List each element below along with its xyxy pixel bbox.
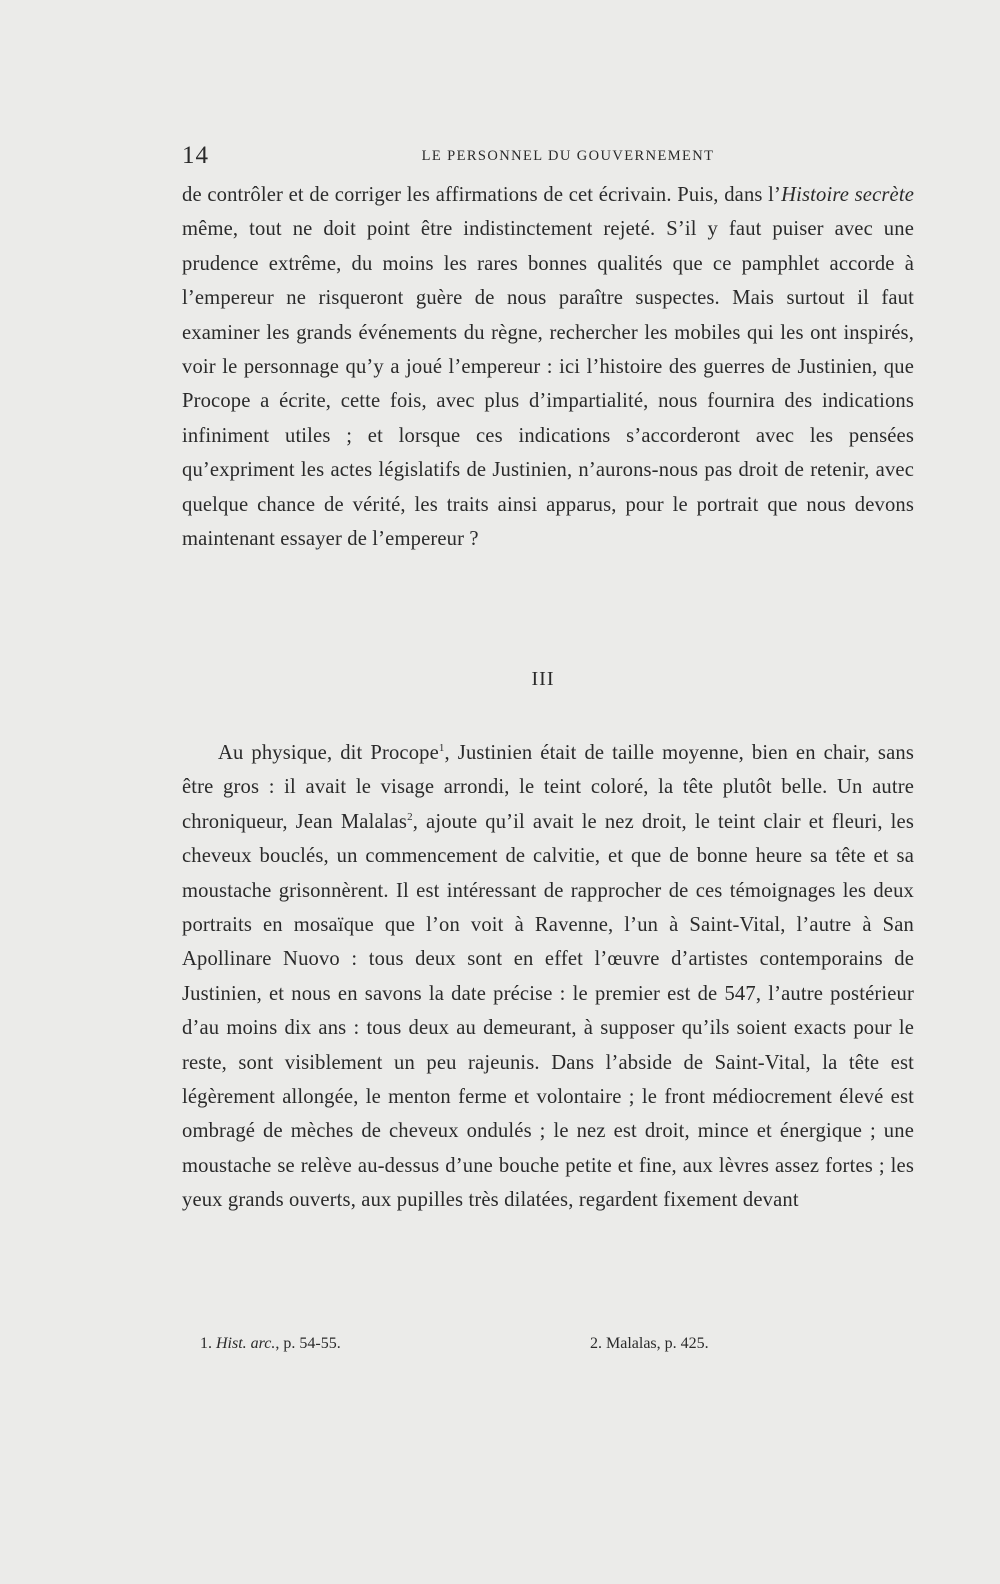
footnote-1-italic: Hist. arc. — [216, 1335, 276, 1352]
paragraph-2-part-a: Au physique, dit Procope — [218, 742, 439, 764]
footnote-1-number: 1. — [200, 1335, 212, 1352]
paragraph-1-text — [182, 178, 914, 556]
paragraph-2-part-c: , ajoute qu’il avait le nez droit, le teint clair et fleuri, les cheveux bouclés, un commencement de calvitie, et que de bonne heure sa tête et sa moustache grisonnèrent. Il est intéressant de rapprocher de ces témoignages les deux portraits en mosaïque que l’on voit à Ravenne, l’un à Saint-Vital, l’autre à San Apollinare Nuovo : tous deux sont en effet l’œuvre d’artistes contemporains de Justinien, et nous en savons la date précise : le premier est de 547, l’autre postérieur d’au moins dix ans : tous deux au demeurant, à supposer qu’ils soient exacts pour le reste, sont visiblement un peu rajeunis. Dans l’abside de Saint-Vital, la tête est légèrement allongée, le menton ferme et volontaire ; le front médiocrement élevé est ombragé de mèches de cheveux ondulés ; le nez est droit, mince et énergique ; une moustache se relève au-dessus d’une bouche petite et fine, aux lèvres assez fortes ; les yeux grands ouverts, aux pupilles très dilatées, regardent fixement devant — [182, 810, 915, 1212]
paragraph-1-italic-title: Histoire secrète — [781, 184, 914, 206]
paragraph-2-part-b: , Justinien était de taille moyenne, bien en chair, sans être gros : il avait le visage arrondi, le teint coloré, la tête plutôt belle. Un autre chroniqueur, Jean Malalas — [182, 742, 914, 833]
footnote-1 — [200, 1335, 341, 1353]
footnotes — [200, 1335, 760, 1359]
footnote-2: 2. Malalas, p. 425. — [590, 1335, 709, 1352]
page-number: 14 — [182, 142, 209, 169]
page-header — [182, 140, 914, 170]
paragraph-1-part-a: de contrôler et de corriger les affirmations de cet écrivain. Puis, dans l’ — [182, 184, 782, 206]
paragraph-1 — [182, 178, 914, 556]
paragraph-2-text — [182, 736, 914, 1218]
paragraph-2 — [182, 736, 914, 1218]
paragraph-1-part-b: même, tout ne doit point être indistinctement rejeté. S’il y faut puiser avec une prudence extrême, du moins les rares bonnes qualités que ce pamphlet accorde à l’empereur ne risqueront guère de nous paraître suspectes. Mais surtout il faut examiner les grands événements du règne, rechercher les mobiles qui les ont inspirés, voir le personnage qu’y a joué l’empereur : ici l’histoire des guerres de Justinien, que Procope a écrite, cette fois, avec plus d’impartialité, nous fournira des indications infiniment utiles ; et lorsque ces indications s’accorderont avec les pensées qu’expriment les actes législatifs de Justinien, n’aurons-nous pas droit de retenir, avec quelque chance de vérité, les traits ainsi apparus, pour le portrait que nous devons maintenant essayer de l’empereur ? — [182, 218, 914, 551]
running-head: LE PERSONNEL DU GOUVERNEMENT — [421, 148, 715, 164]
section-number: III — [531, 668, 555, 690]
footnote-1-rest: , p. 54-55. — [275, 1335, 341, 1352]
footnote-ref-1: 1 — [438, 742, 445, 755]
footnote-ref-2: 2 — [407, 810, 413, 823]
